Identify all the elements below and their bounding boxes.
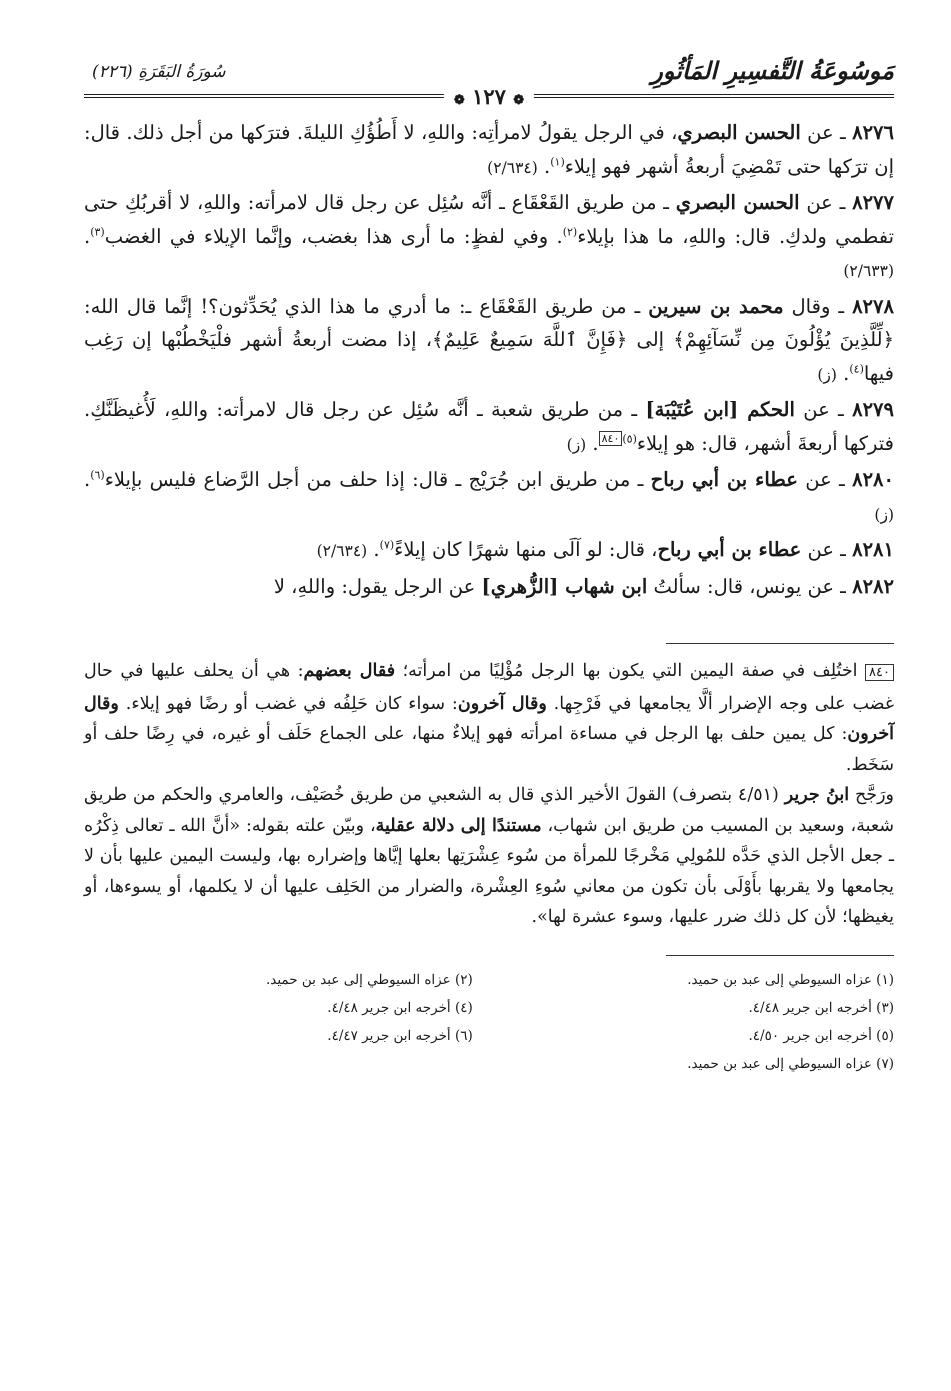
page-number <box>444 84 534 109</box>
entry-text: ـ من طريق شعبة ـ أنَّه سُئِل عن رجل قال لامرأته: واللهِ، لَأُغيظَنَّكِ. فتركها أربعةَ أشهر، قال: هو إيلاء <box>84 398 894 455</box>
entry-pre: ـ عن <box>800 121 853 144</box>
footnote: (٦) أخرجه ابن جرير ٤/٤٧. <box>327 1027 473 1044</box>
entry-number: ٨٢٨١ <box>852 538 894 561</box>
athar-entry <box>84 570 894 604</box>
commentary-bold: ابنُ جرير <box>784 785 850 805</box>
volume-reference: (ز) <box>874 505 894 524</box>
entry-text: ـ من طريق القَعْقَاع ـ أنَّه سُئِل عن رجل قال لامرأته: واللهِ، لا أقربُكِ حتى تفطمي ولدكِ. قال: واللهِ، ما هذا بإيلاء <box>84 191 894 248</box>
entry-number: ٨٢٨٢ <box>852 574 894 598</box>
athar-entry <box>84 463 894 532</box>
main-text <box>84 116 894 603</box>
commentary-bold: فقال بعضهم <box>303 661 396 681</box>
footnote: (٣) أخرجه ابن جرير ٤/٤٨. <box>748 999 894 1016</box>
athar-entry <box>84 186 894 289</box>
narrator-name: الحسن البصري <box>675 191 800 214</box>
commentary-link-box[interactable]: ٨٤٠ <box>599 431 623 446</box>
athar-entry <box>84 116 894 185</box>
narrator-name: محمد بن سيرين <box>648 294 784 318</box>
footnote-marker[interactable]: (٢) <box>562 225 578 238</box>
volume-reference: (٢/٦٣٤) <box>487 158 538 177</box>
surah-reference: سُورَةُ البَقَرَةِ (٢٢٦) <box>92 62 226 82</box>
entry-pre: ـ عن يونس، قال: سألتُ <box>647 574 853 598</box>
footnote-marker[interactable]: (٦) <box>90 468 105 482</box>
commentary-bold: وقال آخرون <box>457 693 547 714</box>
footnote-separator <box>666 955 894 956</box>
commentary-text: ورَجَّح <box>849 785 894 805</box>
volume-reference: (٢/٦٣٤) <box>316 542 368 560</box>
commentary-paragraph <box>84 780 894 933</box>
entry-post: . <box>836 361 850 385</box>
footnote: (٢) عزاه السيوطي إلى عبد بن حميد. <box>265 971 473 988</box>
athar-entry <box>84 533 894 569</box>
entry-number: ٨٢٧٦ <box>852 121 894 144</box>
narrator-name: الحكم [ابن عُتَيْبَة] <box>645 398 795 421</box>
athar-entry <box>84 290 894 393</box>
commentary-separator <box>666 643 894 644</box>
commentary-number-box: ٨٤٠ <box>865 664 894 681</box>
commentary-paragraph <box>84 656 894 780</box>
footnote-marker[interactable]: (٤) <box>849 362 864 375</box>
entry-pre: ـ وقال <box>783 294 853 318</box>
narrator-name: الحسن البصري <box>677 121 801 144</box>
ornament-icon: ❁ <box>513 93 525 108</box>
athar-entry <box>84 393 894 462</box>
commentary-bold: وقال آخرون <box>84 693 894 744</box>
commentary-text: (٤/٥١ بتصرف) القولَ الأخير الذي قال به الشعبي من طريق خُصَيْف، والعامري والحكم من طريق شعبة، وسعيد بن المسيب من طريق ابن شهاب، <box>84 785 894 836</box>
footnote: (٧) عزاه السيوطي إلى عبد بن حميد. <box>687 1055 894 1072</box>
footnote-marker[interactable]: (٥) <box>622 432 637 445</box>
volume-reference: (ز) <box>817 365 837 384</box>
commentary-text: : هي أن يحلف عليها في حال غضب على وجه الإضرار ألَّا يجامعها في فَرْجِها. <box>84 661 894 714</box>
entry-text: ـ من طريق ابن جُرَيْج ـ قال: إذا حلف من أجل الرَّضاع فليس بإيلاء <box>104 468 651 491</box>
ornament-icon: ❁ <box>453 93 465 108</box>
entry-post: . <box>586 431 599 455</box>
narrator-name: ابن شهاب [الزُّهري] <box>481 574 648 598</box>
entry-post: . <box>367 538 380 561</box>
page <box>84 56 894 1078</box>
commentary-text: اختُلِف في صفة اليمين التي يكون بها الرجل مُؤْلِيًا من امرأته؛ <box>395 661 866 681</box>
book-title: مَوسُوعَةُ التَّفسِيرِ المَأثُورِ <box>651 56 894 85</box>
entry-text: عن الرجل يقول: واللهِ، لا <box>273 574 482 598</box>
entry-post: . <box>84 468 91 491</box>
footnote: (٥) أخرجه ابن جرير ٤/٥٠. <box>748 1027 894 1044</box>
entry-pre: ـ عن <box>794 398 853 421</box>
footnote-marker[interactable]: (٧) <box>379 538 395 552</box>
footnote-marker[interactable]: (٣) <box>90 225 105 238</box>
entry-post: . <box>537 154 551 178</box>
footnotes-right-column <box>505 966 894 1078</box>
footnote-marker[interactable]: (١) <box>550 155 565 168</box>
volume-reference: (٢/٦٣٣) <box>843 262 894 280</box>
entry-pre: ـ عن <box>801 538 853 561</box>
page-number-value: ١٢٧ <box>472 84 506 109</box>
entry-pre: ـ عن <box>797 468 853 491</box>
narrator-name: عطاء بن أبي رباح <box>650 468 798 491</box>
commentary-text: : كل يمين حلف بها الرجل في مساءة امرأته فهو إيلاءٌ منها، على الجماع حَلَف أو غيره، في رِضًا حلف أو سَخَط. <box>84 724 894 775</box>
entry-pre: ـ عن <box>799 191 853 214</box>
entry-number: ٨٢٧٩ <box>852 398 894 421</box>
entry-number: ٨٢٧٨ <box>852 294 894 318</box>
running-header <box>84 56 894 109</box>
commentary-text: ، وبيّن علته بقوله: «أنَّ الله ـ تعالى ذِكْرُه ـ جعل الأجل الذي حَدَّه للمُولِي مَخْرجًا للمرأة من سُوء عِشْرَتِها بعلها إيَّاها وإضراره بها، وليست اليمين عليها بأن لا يجامعها ولا يقربها بأَوْلَى بأن تكون من معاني سُوءِ العِشْرة، والضرار من الحَلِف عليها أن لا يكلمها، أو يسوءها، أو يغيظها؛ لأن كل ذلك ضرر عليها، وسوء عشرة لها». <box>84 815 894 927</box>
entry-number: ٨٢٧٧ <box>852 191 894 214</box>
footnote: (٤) أخرجه ابن جرير ٤/٤٨. <box>327 999 473 1016</box>
entry-text: ، قال: لو آلَى منها شهرًا كان إيلاءً <box>394 538 658 561</box>
footnotes-left-column <box>84 966 473 1078</box>
entry-post: . وفي لفظٍ: ما أرى هذا بغضب، وإنَّما الإيلاء في الغضب <box>104 224 563 248</box>
commentary-text: : سواء كان حَلِفُه في غضب أو رضًا فهو إيلاء. <box>118 693 458 714</box>
narrator-name: عطاء بن أبي رباح <box>657 538 802 561</box>
entry-number: ٨٢٨٠ <box>852 468 894 491</box>
commentary-section <box>84 656 894 933</box>
footnote: (١) عزاه السيوطي إلى عبد بن حميد. <box>687 971 894 988</box>
footnotes <box>84 966 894 1078</box>
entry-post: . <box>84 224 91 248</box>
commentary-bold: مستندًا إلى دلالة عقلية <box>375 815 542 836</box>
volume-reference: (ز) <box>566 435 587 454</box>
entry-text: ـ من طريق القَعْقَاع ـ: ما أدري ما هذا الذي يُحَدِّثون؟! إنَّما قال الله: ﴿لِّلَّذِينَ يُؤْلُونَ مِن نِّسَآئِهِمْ﴾ إلى ﴿فَإِنَّ ٱللَّهَ سَمِيعٌ عَلِيمٌ﴾، إذا مضت أربعةُ أشهر فلْيَخْطُبْها إن رَغِب فيها <box>84 294 894 385</box>
entry-text: ، في الرجل يقولُ لامرأتِه: واللهِ، لا أَطُؤُكِ الليلةَ. فترَكها من أجل ذلك. قال: إن ترَكها حتى تَمْضِيَ أربعةُ أشهر فهو إيلاء <box>84 121 894 178</box>
